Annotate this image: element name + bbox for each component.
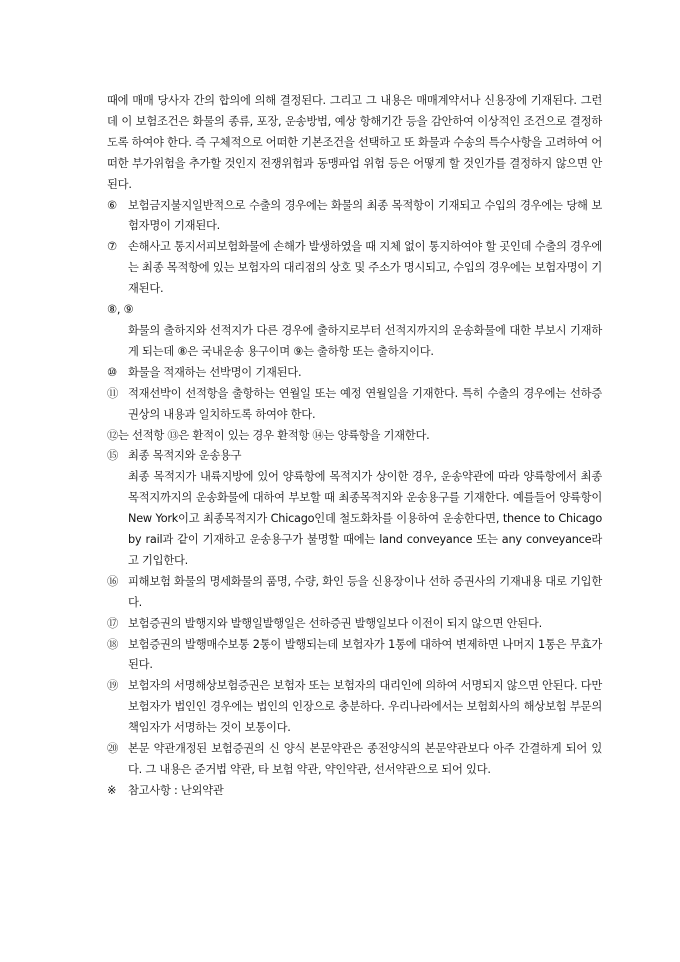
clause-text: 보험금지불지일반적으로 수출의 경우에는 화물의 최종 목적항이 기재되고 수입의 경우에는 당해 보험자명이 기재된다. [128, 198, 602, 233]
clause-12-14-text: ⑫는 선적항 ⑬은 환적이 있는 경우 환적항 ⑭는 양륙항을 기재한다. [107, 428, 430, 442]
clause-15-detail: 최종 목적지가 내륙지방에 있어 양륙항에 목적지가 상이한 경우, 운송약관에 따라 양륙항에서 최종목적지까지의 운송화물에 대하여 부보할 때 최종목적지와 운송용구를 기재한다. 예를들어 양륙항이 New York이고 최종목적지가 Chicago인데 철도화차를 이용하여 운송한다면, thence to Chicago by rail과 같이 기재하고 운송용구가 불명할 때에는 land conveyance 또는 any conveyance라고 기입한다. [128, 470, 602, 567]
clause-7 [107, 237, 602, 300]
note-mark-icon: ※ [107, 783, 117, 797]
clause-text: 보험자의 서명해상보험증권은 보험자 또는 보험자의 대리인에 의하여 서명되지 않으면 안된다. 다만 보험자가 법인인 경우에는 법인의 인장으로 충분하다. 우리나라에서는 보험회사의 해상보험 부문의 책임자가 서명하는 것이 보통이다. [128, 679, 602, 735]
clause-number: ⑰ [107, 616, 119, 630]
intro-paragraph: 때에 매매 당사자 간의 합의에 의해 결정된다. 그리고 그 내용은 매매계약서나 신용장에 기재된다. 그런데 이 보험조건은 화물의 종류, 포장, 운송방법, 예상 항해기간 등을 감안하여 이상적인 조건으로 결정하도록 하여야 한다. 즉 구체적으로 어떠한 기본조건을 선택하고 또 화물과 수송의 특수사항을 고려하여 어떠한 부가위험을 추가할 것인지 전쟁위험과 동맹파업 위험 등은 어떻게 할 것인가를 결정하지 않으면 안된다. [107, 94, 602, 191]
note-text: 참고사항 : 난외약관 [128, 783, 224, 797]
clause-number: ⑩ [107, 365, 117, 379]
clause-8-9-text: 화물의 출하지와 선적지가 다른 경우에 출하지로부터 선적지까지의 운송화물에 대한 부보시 기재하게 되는데 ⑧은 국내운송 용구이며 ⑨는 출하항 또는 출하지이다. [128, 323, 602, 358]
clause-number: ⑮ [107, 449, 119, 463]
clause-16 [107, 572, 602, 614]
clause-text: 손해사고 통지서피보험화물에 손해가 발생하였을 때 지체 없이 통지하여야 할 곳인데 수출의 경우에는 최종 목적항에 있는 보험자의 대리점의 상호 및 주소가 명시되고, 수입의 경우에는 보험자명이 기재된다. [128, 240, 602, 296]
clause-17 [107, 614, 602, 635]
clause-text: 본문 약관개정된 보험증권의 신 양식 본문약관은 종전양식의 본문약관보다 아주 간결하게 되어 있다. 그 내용은 준거법 약관, 타 보험 약관, 약인약관, 선서약관으로 되어 있다. [128, 742, 602, 776]
clause-20 [107, 739, 602, 781]
reference-note [107, 781, 602, 802]
clause-text: 보험증권의 발행지와 발행일발행일은 선하증권 발행일보다 이전이 되지 않으면 안된다. [128, 616, 542, 630]
clause-text: 화물을 적재하는 선박명이 기재된다. [128, 365, 302, 379]
document-body [107, 91, 602, 802]
clause-number: ⑳ [107, 742, 119, 756]
clause-text: 피해보험 화물의 명세화물의 품명, 수량, 화인 등을 신용장이나 선하 증권사의 기재내용 대로 기입한다. [128, 574, 602, 609]
clause-18 [107, 635, 602, 677]
clause-text: 최종 목적지와 운송용구 [128, 449, 242, 463]
clause-19 [107, 676, 602, 739]
clause-15 [107, 446, 602, 467]
clause-number: ⑲ [107, 679, 119, 693]
clause-number: ⑥ [107, 198, 117, 212]
clause-number: ⑯ [107, 574, 119, 588]
clause-text: 적재선박이 선적항을 출항하는 연월일 또는 예정 연월일을 기재한다. 특히 수출의 경우에는 선하증권상의 내용과 일치하도록 하여야 한다. [128, 386, 602, 421]
clause-number: ⑪ [107, 386, 119, 400]
clause-6 [107, 196, 602, 238]
clause-number: ⑱ [107, 637, 119, 651]
clause-8-9-heading [107, 300, 602, 321]
clause-number: ⑧, ⑨ [107, 303, 134, 317]
clause-text: 보험증권의 발행매수보통 2통이 발행되는데 보험자가 1통에 대하여 변제하면 나머지 1통은 무효가 된다. [128, 637, 602, 672]
clause-10 [107, 363, 602, 384]
clause-number: ⑦ [107, 240, 117, 254]
clause-11 [107, 384, 602, 426]
